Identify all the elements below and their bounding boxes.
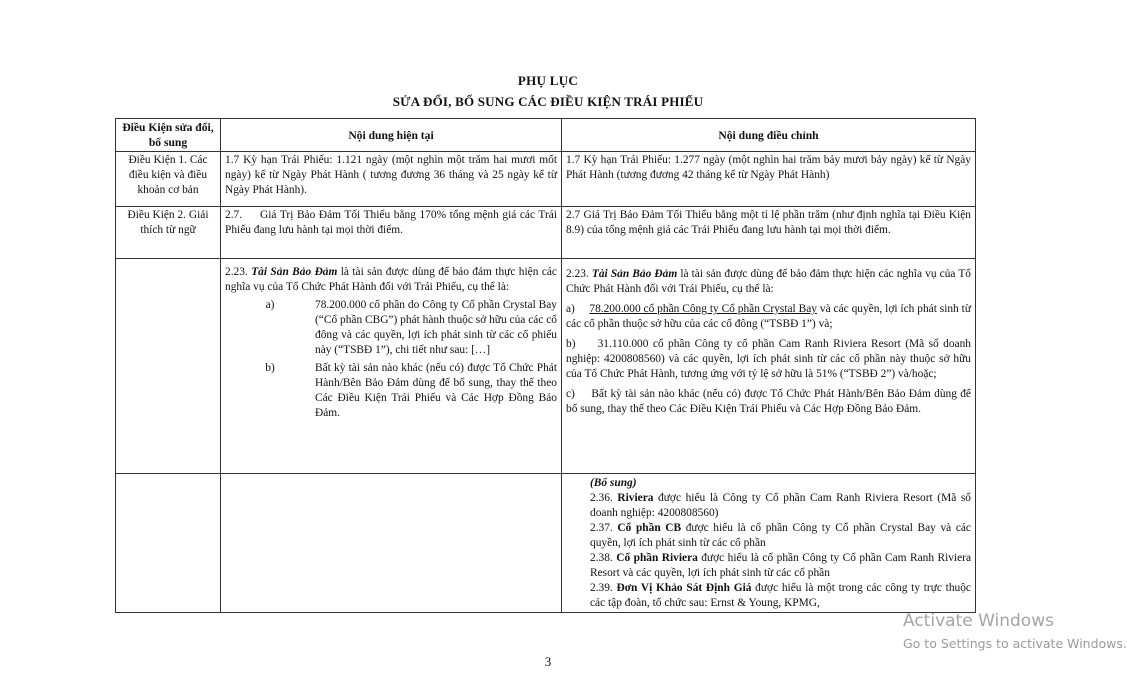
defined-term: Cổ phần Riviera [616, 552, 698, 564]
defined-term: Đơn Vị Khảo Sát Định Giá [616, 582, 752, 594]
adjusted-content-cell [562, 259, 976, 474]
collateral-definition [566, 267, 971, 297]
clause-number: 2.23. [566, 268, 589, 280]
list-text: 78.200.000 cổ phần do Công ty Cổ phần Crystal Bay (“Cổ phần CBG”) phát hành thuộc sở hữu của các cổ đông và các quyền, lợi ích phát sinh từ các cổ phiếu này (“TSBĐ 1”), chi tiết như sau: […] [315, 299, 557, 356]
clause-text: là tài sản được dùng để bảo đảm thực hiện các nghĩa vụ của Tổ Chức Phát Hành đối với Trái Phiếu, cụ thể là: [225, 266, 557, 293]
list-item: 2.39. Đơn Vị Khảo Sát Định Giá được hiểu là một trong các công ty trực thuộc các tập đoàn, tổ chức sau: Ernst & Young, KPMG, [590, 582, 971, 609]
defined-term: Riviera [617, 492, 654, 504]
list-item: 2.37. Cổ phần CB được hiểu là cổ phần Công ty Cổ phần Crystal Bay và các quyền, lợi ích phát sinh từ các cổ phần [590, 522, 971, 549]
col-header-current: Nội dung hiện tại [221, 119, 562, 152]
table-header-row [116, 119, 976, 152]
col-header-adjusted: Nội dung điều chỉnh [562, 119, 976, 152]
table-row [116, 207, 976, 259]
clause-text: là tài sản được dùng để bảo đảm thực hiện các nghĩa vụ của Tổ Chức Phát Hành đối với Trái Phiếu, cụ thể là: [566, 268, 971, 295]
adjusted-content-cell [562, 474, 976, 613]
table-row [116, 152, 976, 207]
condition-cell: Điều Kiện 1. Các điều kiện và điều khoản cơ bản [116, 152, 221, 207]
list-label: a) [566, 303, 575, 315]
activate-windows-hint: Go to Settings to activate Windows. [903, 636, 1127, 651]
list-item: 2.38. Cổ phần Riviera được hiểu là cổ phần Công ty Cổ phần Cam Ranh Riviera Resort và các quyền, lợi ích phát sinh từ các cổ phần [590, 552, 971, 579]
current-content-cell [221, 474, 562, 613]
list-label: a) [265, 299, 275, 311]
condition-cell [116, 259, 221, 474]
condition-cell [116, 474, 221, 613]
list-item: 2.36. Riviera được hiểu là Công ty Cổ phần Cam Ranh Riviera Resort (Mã số doanh nghiệp: 4200808560) [590, 492, 971, 519]
defined-term: Tài Sản Bảo Đảm [591, 268, 678, 280]
supplement-heading: (Bổ sung) [590, 477, 637, 489]
current-content-cell: 1.7 Kỳ hạn Trái Phiếu: 1.121 ngày (một nghìn một trăm hai mươi mốt ngày) kể từ Ngày Phát Hành ( tương đương 36 tháng và 25 ngày kể từ Ngày Phát Hành). [221, 152, 562, 207]
condition-cell: Điều Kiện 2. Giải thích từ ngữ [116, 207, 221, 259]
table-row [116, 259, 976, 474]
list-label: b) [265, 362, 275, 374]
list-text: Bất kỳ tài sản nào khác (nếu có) được Tổ Chức Phát Hành/Bên Bảo Đảm dùng để bổ sung, thay thế theo Các Điều Kiện Trái Phiếu và Các Hợp Đồng Bảo Đảm. [315, 362, 557, 419]
appendix-title: PHỤ LỤC [517, 73, 579, 88]
list-item [225, 361, 557, 421]
list-item: c) Bất kỳ tài sản nào khác (nếu có) được Tổ Chức Phát Hành/Bên Bảo Đảm dùng để bổ sung, thay thế theo Các Điều Kiện Trái Phiếu và Các Hợp Đồng Bảo Đảm. [566, 388, 974, 415]
collateral-definition [225, 265, 557, 295]
amendment-table [115, 118, 976, 613]
col-header-condition: Điều Kiện sửa đổi, bổ sung [116, 119, 221, 152]
list-item [566, 302, 971, 332]
defined-term: Cổ phần CB [617, 522, 682, 534]
underlined-text: 78.200.000 cổ phần Công ty Cổ phần Crystal Bay [589, 303, 817, 315]
table-row [116, 474, 976, 613]
list-item [225, 298, 557, 358]
page-number: 3 [544, 654, 552, 669]
defined-term: Tài Sản Bảo Đảm [251, 266, 338, 278]
list-text: và các quyền, lợi ích phát sinh từ các cổ phần thuộc sở hữu của các cổ đông (“TSBĐ 1”) và; [566, 303, 971, 330]
current-content-cell: 2.7. Giá Trị Bảo Đảm Tối Thiểu bằng 170% tổng mệnh giá các Trái Phiếu đang lưu hành tại mọi thời điểm. [221, 207, 562, 259]
list-item: b) 31.110.000 cổ phần Công ty cổ phần Cam Ranh Riviera Resort (Mã số doanh nghiệp: 4200808560) và các quyền, lợi ích phát sinh từ các cổ phần này thuộc sở hữu của Tổ Chức Phát Hành, tương ứng với tỷ lệ sở hữu là 51% (“TSBĐ 2”) và/hoặc; [566, 338, 974, 380]
clause-number: 2.23. [225, 266, 248, 278]
current-content-cell [221, 259, 562, 474]
adjusted-content-cell: 1.7 Kỳ hạn Trái Phiếu: 1.277 ngày (một nghìn hai trăm bảy mươi bảy ngày) kể từ Ngày Phát Hành (tương đương 42 tháng kể từ Ngày Phát Hành) [562, 152, 976, 207]
appendix-subtitle: SỬA ĐỔI, BỔ SUNG CÁC ĐIỀU KIỆN TRÁI PHIẾU [392, 94, 704, 109]
adjusted-content-cell: 2.7 Giá Trị Bảo Đảm Tối Thiểu bằng một tỉ lệ phần trăm (như định nghĩa tại Điều Kiện 8.9) của tổng mệnh giá các Trái Phiếu đang lưu hành tại mọi thời điểm. [562, 207, 976, 259]
activate-windows-watermark: Activate Windows [903, 611, 1054, 631]
